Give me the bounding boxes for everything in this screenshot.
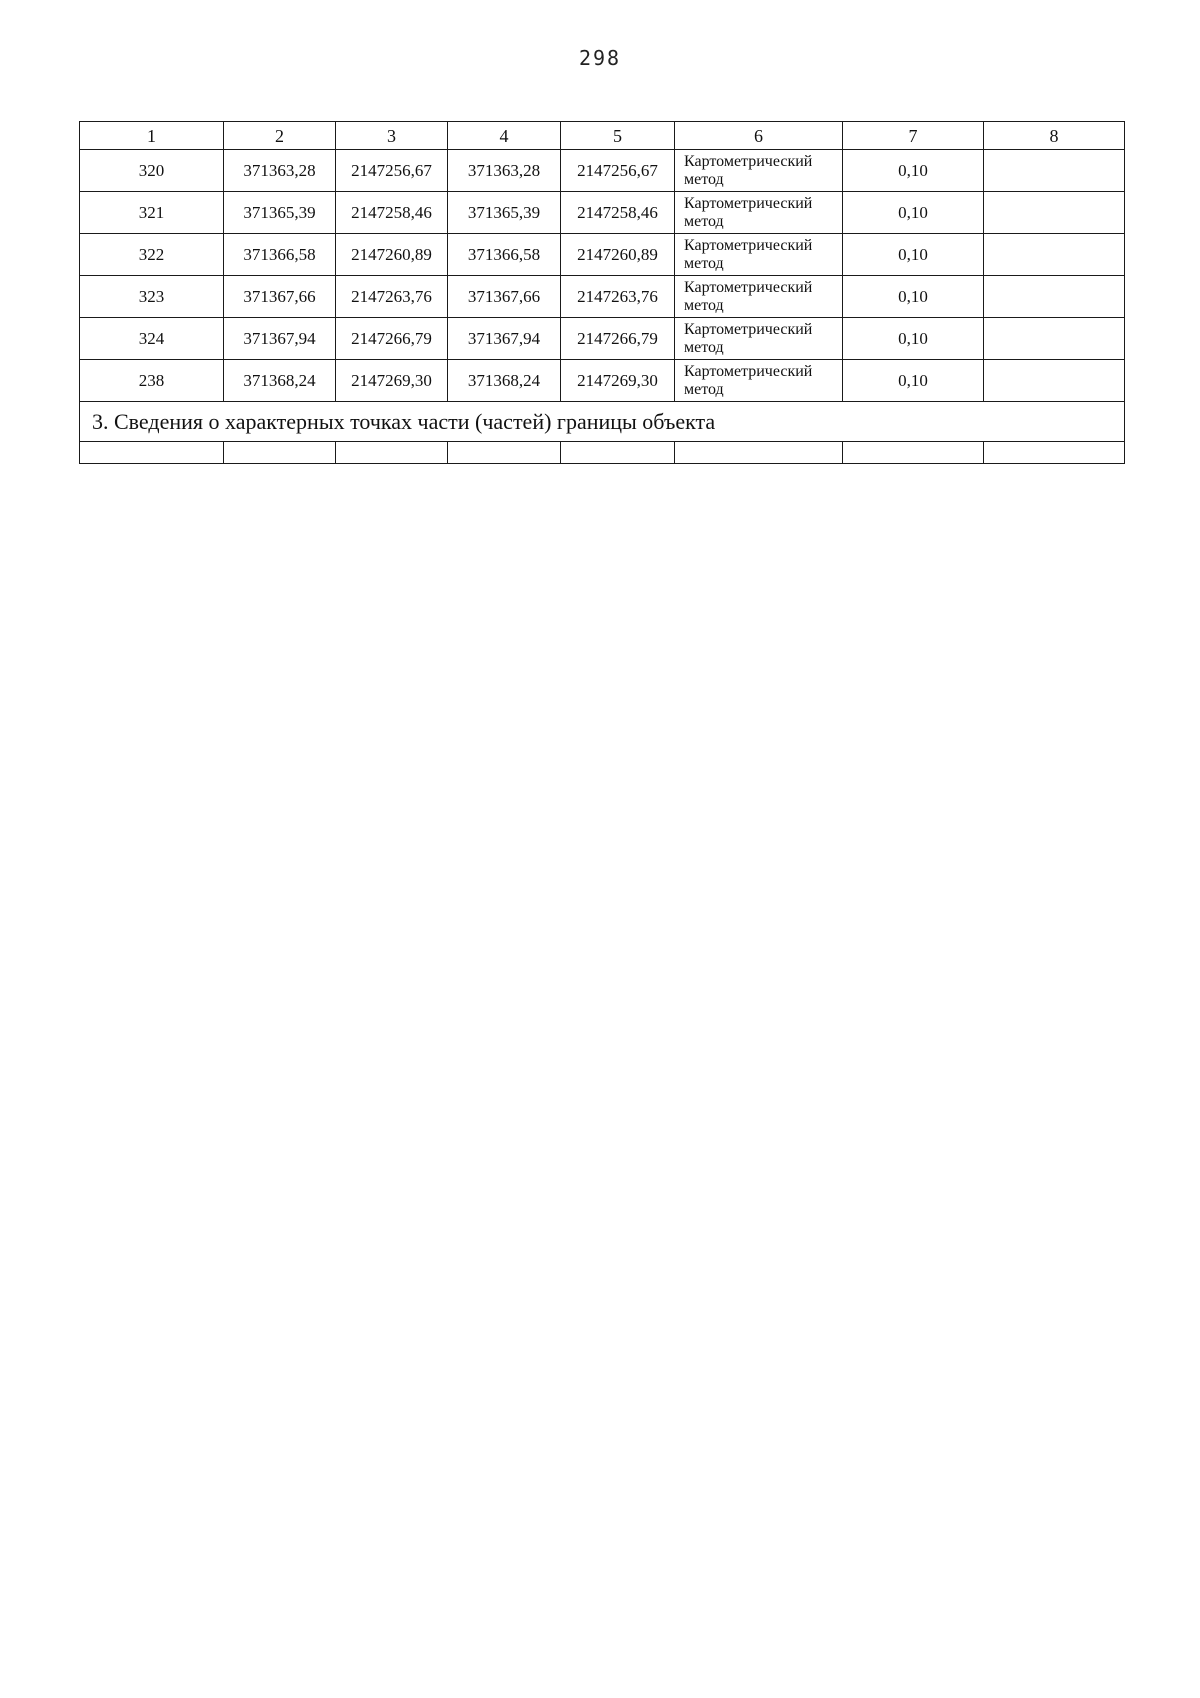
point-number: 324: [80, 318, 224, 360]
coord-x-new: 371367,94: [448, 318, 561, 360]
description: [984, 360, 1125, 402]
coord-x-new: 371367,66: [448, 276, 561, 318]
coord-x: 371367,94: [224, 318, 336, 360]
coord-y-new: 2147266,79: [561, 318, 675, 360]
description: [984, 234, 1125, 276]
accuracy: 0,10: [843, 360, 984, 402]
description: [984, 192, 1125, 234]
table-row: [80, 234, 1125, 276]
accuracy: 0,10: [843, 276, 984, 318]
method-line2: метод: [684, 296, 724, 314]
coord-y-new: 2147269,30: [561, 360, 675, 402]
boundary-points-table: [79, 121, 1125, 464]
coord-y: 2147269,30: [336, 360, 448, 402]
method-cell: [675, 234, 843, 276]
section-heading-row: [80, 402, 1125, 442]
accuracy: 0,10: [843, 234, 984, 276]
column-header: 1: [80, 122, 224, 150]
coord-x-new: 371365,39: [448, 192, 561, 234]
point-number: 320: [80, 150, 224, 192]
coord-x-new: 371363,28: [448, 150, 561, 192]
coord-y-new: 2147260,89: [561, 234, 675, 276]
coord-y: 2147256,67: [336, 150, 448, 192]
empty-table-row: [80, 442, 1125, 464]
table-row: [80, 192, 1125, 234]
empty-cell: [984, 442, 1125, 464]
method-cell: [675, 318, 843, 360]
point-number: 323: [80, 276, 224, 318]
table-header-row: [80, 122, 1125, 150]
coord-x: 371367,66: [224, 276, 336, 318]
table-row: [80, 318, 1125, 360]
accuracy: 0,10: [843, 150, 984, 192]
method-cell: [675, 150, 843, 192]
coord-x: 371363,28: [224, 150, 336, 192]
coord-y-new: 2147263,76: [561, 276, 675, 318]
column-header: 4: [448, 122, 561, 150]
method-cell: [675, 192, 843, 234]
coord-x-new: 371368,24: [448, 360, 561, 402]
method-line2: метод: [684, 380, 724, 398]
column-header: 5: [561, 122, 675, 150]
method-cell: [675, 276, 843, 318]
method-line1: Картометрический: [684, 320, 813, 338]
empty-cell: [561, 442, 675, 464]
accuracy: 0,10: [843, 192, 984, 234]
column-header: 7: [843, 122, 984, 150]
coord-x: 371368,24: [224, 360, 336, 402]
empty-cell: [843, 442, 984, 464]
coord-x-new: 371366,58: [448, 234, 561, 276]
coord-y-new: 2147256,67: [561, 150, 675, 192]
coord-y: 2147260,89: [336, 234, 448, 276]
table-row: [80, 150, 1125, 192]
accuracy: 0,10: [843, 318, 984, 360]
point-number: 322: [80, 234, 224, 276]
method-line1: Картометрический: [684, 152, 813, 170]
method-line1: Картометрический: [684, 236, 813, 254]
coord-y: 2147258,46: [336, 192, 448, 234]
method-cell: [675, 360, 843, 402]
description: [984, 150, 1125, 192]
empty-cell: [336, 442, 448, 464]
column-header: 2: [224, 122, 336, 150]
point-number: 238: [80, 360, 224, 402]
method-line1: Картометрический: [684, 362, 813, 380]
coord-y: 2147266,79: [336, 318, 448, 360]
empty-cell: [448, 442, 561, 464]
column-header: 3: [336, 122, 448, 150]
table-row: [80, 360, 1125, 402]
method-line1: Картометрический: [684, 278, 813, 296]
method-line2: метод: [684, 338, 724, 356]
method-line2: метод: [684, 170, 724, 188]
coord-y: 2147263,76: [336, 276, 448, 318]
coord-y-new: 2147258,46: [561, 192, 675, 234]
page-number: 298: [578, 46, 622, 70]
empty-cell: [80, 442, 224, 464]
table-row: [80, 276, 1125, 318]
column-header: 8: [984, 122, 1125, 150]
column-header: 6: [675, 122, 843, 150]
section-title: 3. Сведения о характерных точках части (частей) границы объекта: [80, 402, 1125, 442]
empty-cell: [675, 442, 843, 464]
coord-x: 371365,39: [224, 192, 336, 234]
method-line2: метод: [684, 212, 724, 230]
method-line1: Картометрический: [684, 194, 813, 212]
point-number: 321: [80, 192, 224, 234]
description: [984, 276, 1125, 318]
coord-x: 371366,58: [224, 234, 336, 276]
description: [984, 318, 1125, 360]
method-line2: метод: [684, 254, 724, 272]
empty-cell: [224, 442, 336, 464]
